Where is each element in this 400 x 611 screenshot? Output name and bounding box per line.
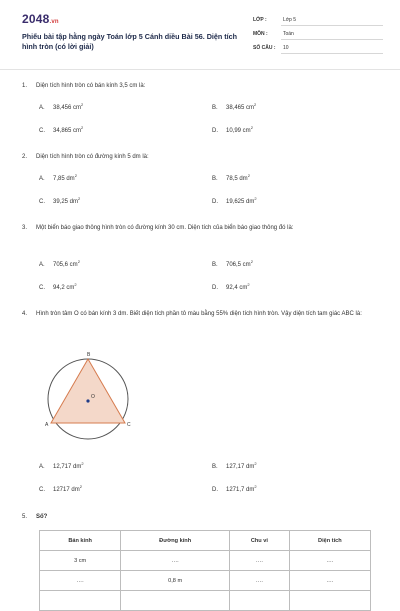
meta-divider (281, 25, 383, 26)
label-a: A (45, 422, 49, 428)
column-header: Đường kính (121, 531, 230, 551)
meta-subject (253, 28, 383, 40)
meta-divider (281, 53, 383, 54)
question-text: Hình tròn tâm O có bán kính 3 dm. Biết diện tích phần tô màu bằng 55% diện tích hình tròn. Vậy diện tích tam giác ABC là: (36, 311, 362, 317)
meta-class-value: Lớp 5 (283, 17, 297, 23)
label-c: C (127, 422, 131, 428)
question-number: 1. (22, 83, 28, 89)
question-text: Số? (36, 514, 48, 520)
table-cell[interactable]: …. (289, 551, 370, 571)
option-unit-power: 2 (250, 125, 253, 130)
geometry-diagram (40, 352, 140, 444)
worksheet-title: Phiếu bài tập hằng ngày Toán lớp 5 Cánh diều Bài 56. Diện tích hình tròn (có lời giải) (22, 32, 238, 51)
option-4a[interactable] (39, 461, 84, 470)
table-cell: 0,8 m (121, 571, 230, 591)
option-letter: B. (212, 105, 218, 111)
option-unit-power: 2 (79, 484, 82, 489)
question-number: 3. (22, 225, 28, 231)
meta-count-value: 10 (283, 45, 289, 51)
option-value: 38,456 cm (53, 105, 82, 111)
option-value: 38,465 cm (226, 105, 255, 111)
option-unit-power: 2 (250, 259, 253, 264)
option-unit-power: 2 (74, 282, 77, 287)
option-letter: C. (39, 199, 45, 205)
option-letter: D. (212, 128, 218, 134)
meta-subject-label: MÔN : (253, 31, 268, 37)
option-1a[interactable] (39, 102, 83, 111)
option-1c[interactable] (39, 125, 83, 134)
option-1d[interactable] (212, 125, 253, 134)
option-unit-power: 2 (74, 173, 77, 178)
option-value: 127,17 dm (226, 464, 255, 470)
label-o: O (91, 394, 95, 400)
option-unit-power: 2 (247, 173, 250, 178)
meta-count-label: SỐ CÂU : (253, 45, 276, 51)
option-3d[interactable] (212, 282, 250, 291)
table-cell: 3 cm (40, 551, 121, 571)
site-logo[interactable] (22, 12, 59, 26)
option-letter: B. (212, 464, 218, 470)
option-value: 10,99 cm (226, 128, 251, 134)
option-value: 12717 dm (53, 487, 80, 493)
option-letter: A. (39, 176, 45, 182)
option-4c[interactable] (39, 484, 82, 493)
option-value: 19,625 dm (226, 199, 255, 205)
option-unit-power: 2 (81, 125, 84, 130)
option-letter: A. (39, 464, 45, 470)
option-value: 1271,7 dm (226, 487, 255, 493)
table-cell (230, 591, 290, 611)
table-cell (121, 591, 230, 611)
header-divider (0, 69, 400, 70)
option-letter: D. (212, 199, 218, 205)
meta-divider (281, 39, 383, 40)
table-row (40, 571, 371, 591)
header (0, 0, 400, 70)
option-value: 78,5 dm (226, 176, 248, 182)
table-row (40, 551, 371, 571)
meta-class-label: LỚP : (253, 17, 267, 23)
question-text: Diện tích hình tròn có bán kính 3,5 cm là: (36, 83, 146, 89)
option-unit-power: 2 (77, 259, 80, 264)
table-cell[interactable]: …. (230, 571, 290, 591)
meta-subject-value: Toán (283, 31, 294, 37)
logo-text[interactable]: 2048 (22, 12, 50, 26)
meta-count (253, 42, 383, 54)
option-2c[interactable] (39, 196, 80, 205)
label-b: B (87, 352, 91, 358)
option-unit-power: 2 (81, 102, 84, 107)
option-value: 94,2 cm (53, 285, 75, 291)
table-cell[interactable]: …. (289, 571, 370, 591)
option-1b[interactable] (212, 102, 256, 111)
option-letter: B. (212, 176, 218, 182)
question-number: 2. (22, 154, 28, 160)
option-letter: D. (212, 285, 218, 291)
table-cell (40, 591, 121, 611)
option-unit-power: 2 (78, 196, 81, 201)
option-unit-power: 2 (254, 461, 257, 466)
option-value: 706,5 cm (226, 262, 251, 268)
table-cell[interactable]: …. (40, 571, 121, 591)
option-4b[interactable] (212, 461, 257, 470)
question-number: 5. (22, 514, 28, 520)
circle-measures-table (39, 530, 371, 611)
option-unit-power: 2 (254, 484, 257, 489)
option-value: 34,865 cm (53, 128, 82, 134)
center-point (86, 399, 89, 402)
option-unit-power: 2 (254, 102, 257, 107)
option-value: 39,25 dm (53, 199, 79, 205)
option-2a[interactable] (39, 173, 77, 182)
question-number: 4. (22, 311, 28, 317)
table-cell (289, 591, 370, 611)
option-value: 705,6 cm (53, 262, 78, 268)
option-letter: D. (212, 487, 218, 493)
option-letter: A. (39, 262, 45, 268)
column-header: Diện tích (289, 531, 370, 551)
option-3b[interactable] (212, 259, 253, 268)
option-value: 7,85 dm (53, 176, 75, 182)
option-2d[interactable] (212, 196, 257, 205)
table-cell[interactable]: …. (230, 551, 290, 571)
option-letter: C. (39, 487, 45, 493)
meta-class (253, 14, 383, 26)
table-row (40, 591, 371, 611)
table-header-row (40, 531, 371, 551)
option-unit-power: 2 (81, 461, 84, 466)
logo-suffix[interactable]: .vn (49, 19, 59, 25)
question-text: Diện tích hình tròn có đường kính 5 dm là: (36, 154, 149, 160)
option-letter: C. (39, 128, 45, 134)
option-3a[interactable] (39, 259, 80, 268)
option-2b[interactable] (212, 173, 250, 182)
option-value: 12,717 dm (53, 464, 82, 470)
question-text: Một biển báo giao thông hình tròn có đường kính 30 cm. Diện tích của biển báo giao thông đó là: (36, 225, 294, 231)
option-4d[interactable] (212, 484, 257, 493)
option-letter: C. (39, 285, 45, 291)
option-unit-power: 2 (254, 196, 257, 201)
option-3c[interactable] (39, 282, 77, 291)
circle-triangle-figure (40, 352, 140, 449)
option-unit-power: 2 (247, 282, 250, 287)
column-header: Chu vi (230, 531, 290, 551)
option-letter: B. (212, 262, 218, 268)
option-letter: A. (39, 105, 45, 111)
column-header: Bán kính (40, 531, 121, 551)
table-cell[interactable]: …. (121, 551, 230, 571)
option-value: 92,4 cm (226, 285, 248, 291)
